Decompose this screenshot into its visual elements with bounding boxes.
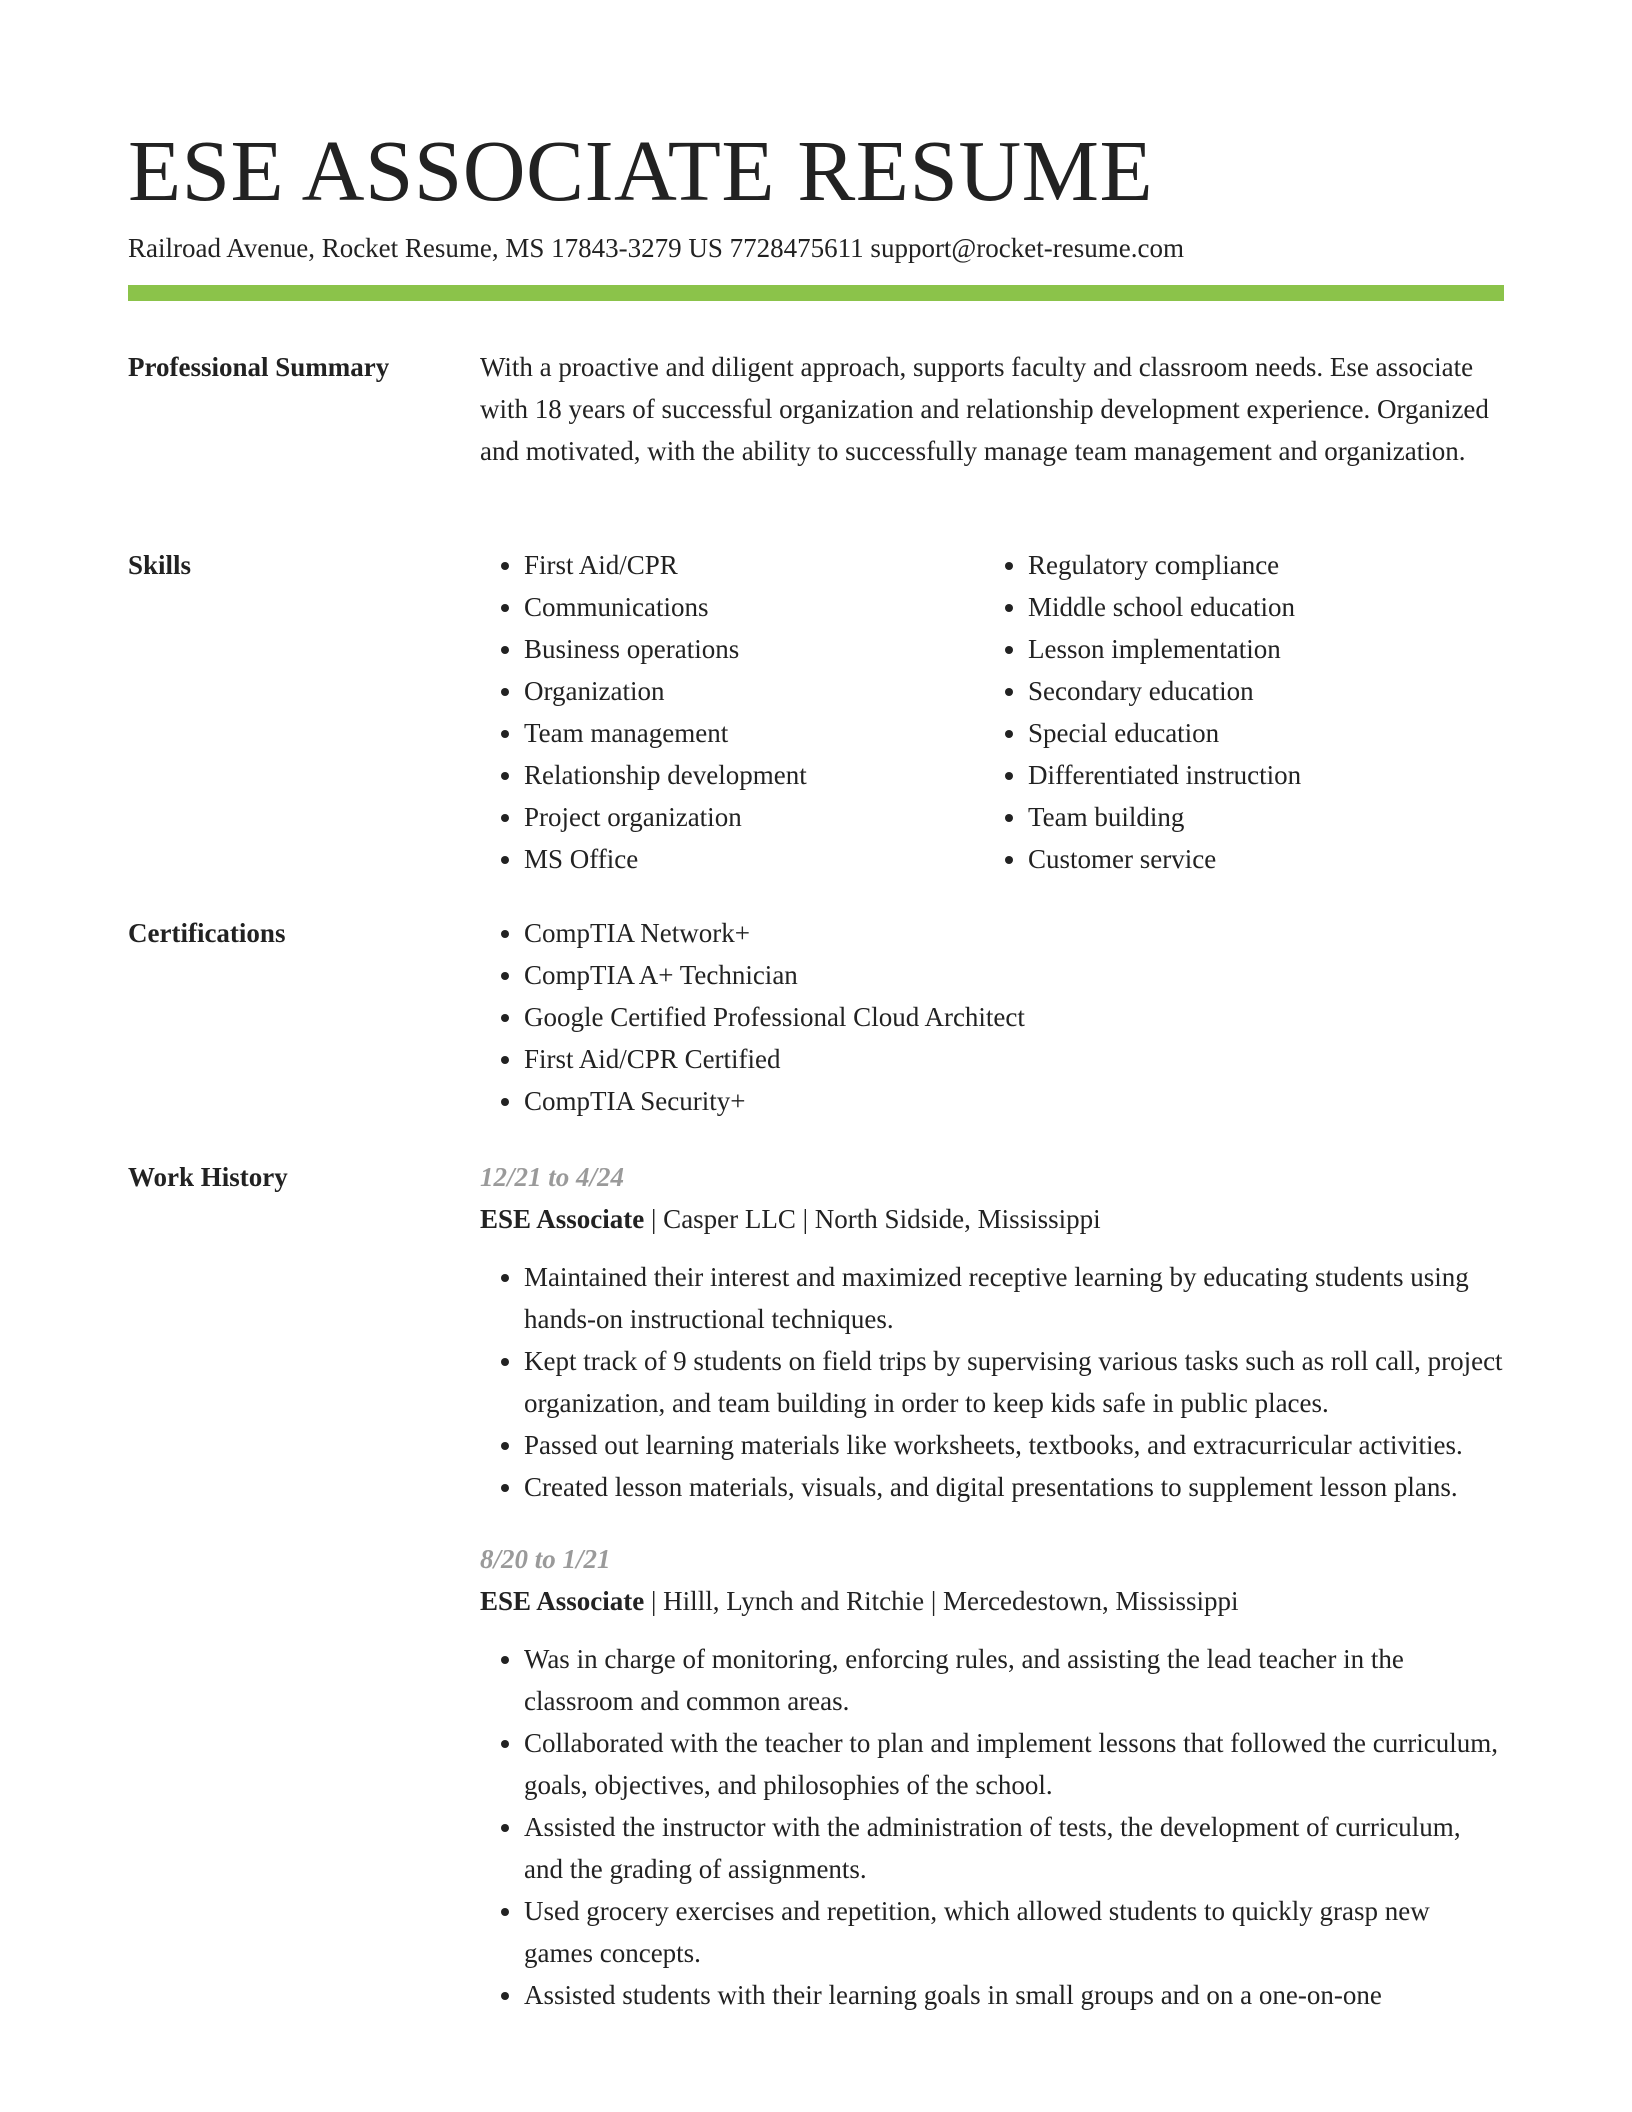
list-item: • Used grocery exercises and repetition, which allowed students to quickly grasp new games concepts. <box>524 1890 1504 1974</box>
certifications-list <box>480 912 1504 1122</box>
certifications-label: Certifications <box>128 918 286 948</box>
list-item: • Regulatory compliance <box>1028 544 1488 586</box>
list-item: • Special education <box>1028 712 1488 754</box>
summary-label: Professional Summary <box>128 352 390 382</box>
list-item: • Team building <box>1028 796 1488 838</box>
list-item: • Kept track of 9 students on field trips by supervising various tasks such as roll call, project organization, and team building in order to keep kids safe in public places. <box>524 1340 1504 1424</box>
list-item: • First Aid/CPR Certified <box>524 1038 1504 1080</box>
job-bullets <box>480 1638 1504 2016</box>
list-item: • Collaborated with the teacher to plan and implement lessons that followed the curriculum, goals, objectives, and philosophies of the school. <box>524 1722 1504 1806</box>
resume-title: ESE ASSOCIATE RESUME <box>128 122 1154 219</box>
list-item: • Team management <box>524 712 984 754</box>
list-item: • Was in charge of monitoring, enforcing rules, and assisting the lead teacher in the classroom and common areas. <box>524 1638 1504 1722</box>
job-details: | Casper LLC | North Sidside, Mississippi <box>644 1204 1101 1234</box>
job-heading <box>480 1198 1504 1240</box>
list-item: • Lesson implementation <box>1028 628 1488 670</box>
list-item: • Assisted the instructor with the administration of tests, the development of curriculum, and the grading of assignments. <box>524 1806 1504 1890</box>
job-dates: 8/20 to 1/21 <box>480 1544 611 1574</box>
work-history-content <box>480 1156 1504 2016</box>
list-item: • CompTIA Network+ <box>524 912 1504 954</box>
job-bullets <box>480 1256 1504 1508</box>
certifications-content <box>480 912 1504 1122</box>
list-item: • Differentiated instruction <box>1028 754 1488 796</box>
list-item: • Customer service <box>1028 838 1488 880</box>
job-details: | Hilll, Lynch and Ritchie | Mercedestown, Mississippi <box>644 1586 1239 1616</box>
job-heading <box>480 1580 1504 1622</box>
list-item: • Maintained their interest and maximized receptive learning by educating students using hands-on instructional techniques. <box>524 1256 1504 1340</box>
job-dates: 12/21 to 4/24 <box>480 1162 625 1192</box>
contact-line: Railroad Avenue, Rocket Resume, MS 17843-3279 US 7728475611 support@rocket-resume.com <box>128 233 1184 263</box>
list-item: • Middle school education <box>1028 586 1488 628</box>
list-item: • CompTIA A+ Technician <box>524 954 1504 996</box>
skills-content <box>480 544 1504 880</box>
job-entry <box>480 1538 1504 2016</box>
list-item: • MS Office <box>524 838 984 880</box>
list-item: • CompTIA Security+ <box>524 1080 1504 1122</box>
list-item: • Google Certified Professional Cloud Architect <box>524 996 1504 1038</box>
job-title: ESE Associate <box>480 1204 645 1234</box>
skills-list-right <box>984 544 1488 880</box>
list-item: • First Aid/CPR <box>524 544 984 586</box>
list-item: • Communications <box>524 586 984 628</box>
list-item: • Organization <box>524 670 984 712</box>
skills-list-left <box>480 544 984 880</box>
list-item: • Project organization <box>524 796 984 838</box>
list-item: • Relationship development <box>524 754 984 796</box>
skills-label: Skills <box>128 550 192 580</box>
list-item: • Business operations <box>524 628 984 670</box>
list-item: • Created lesson materials, visuals, and digital presentations to supplement lesson plans. <box>524 1466 1504 1508</box>
summary-text: With a proactive and diligent approach, supports faculty and classroom needs. Ese associate with 18 years of successful organization and relationship development experience. Organized and motivated, with the ability to successfully manage team management and organization. <box>480 352 1489 466</box>
list-item: • Assisted students with their learning goals in small groups and on a one-on-one <box>524 1974 1504 2016</box>
list-item: • Passed out learning materials like worksheets, textbooks, and extracurricular activities. <box>524 1424 1504 1466</box>
work-history-label: Work History <box>128 1162 288 1192</box>
job-title: ESE Associate <box>480 1586 645 1616</box>
job-entry <box>480 1156 1504 1508</box>
summary-content <box>480 346 1504 472</box>
accent-divider <box>128 285 1504 301</box>
list-item: • Secondary education <box>1028 670 1488 712</box>
